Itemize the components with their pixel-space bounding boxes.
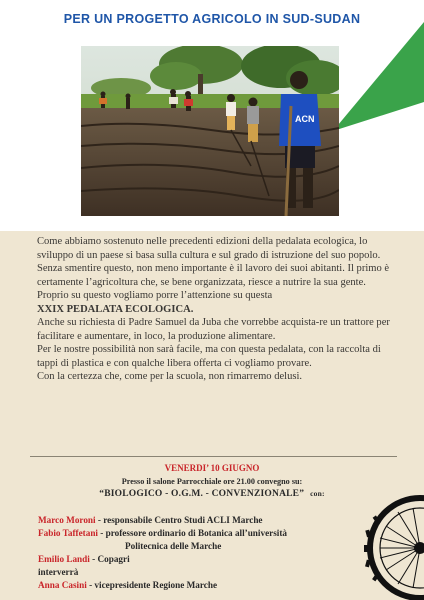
paragraph-1: Come abbiamo sostenuto nelle precedenti edizioni della pedalata ecologica, lo sviluppo di un paese si basa sulla cultura e sul grado di istruzione del suo popolo. Senza smentire questo, non meno importante è il lavoro dei suoi abitanti. Il primo è certamente l’agricoltura che, se bene organizzata, riesce a nutrire la sua gente. Proprio su questo vogliamo porre l’attenzione su questa (37, 236, 390, 301)
top-banner (0, 0, 424, 231)
speaker-item (38, 579, 368, 592)
paragraph-4: Con la certezza che, come per la scuola, non rimarremo delusi. (37, 371, 303, 382)
event-date: VENERDI’ 10 GIUGNO (164, 463, 260, 473)
farmers-photo (81, 46, 339, 216)
paragraph-2: Anche su richiesta di Padre Samuel da Juba che vorrebbe acquista-re un trattore per facilitare e aumentare, in loco, la produzione alimentare. (37, 317, 390, 342)
speaker-role: - Copagri (89, 554, 130, 564)
bicycle-wheel-icon (358, 490, 424, 600)
divider (30, 456, 397, 457)
topic-text: “BIOLOGICO - O.G.M. - CONVENZIONALE” (99, 489, 305, 499)
speaker-item (38, 527, 368, 540)
speakers-list (38, 514, 368, 592)
speaker-name: Fabio Taffetani (38, 528, 98, 538)
speaker-name: Marco Moroni (38, 515, 96, 525)
speaker-name: Emilio Landi (38, 554, 90, 564)
speaker-item (38, 514, 368, 527)
event-name: XXIX PEDALATA ECOLOGICA. (37, 303, 194, 315)
speaker-name: Anna Casini (38, 580, 87, 590)
shirt-text: ACN (295, 114, 315, 124)
speaker-item (38, 553, 368, 566)
page-title: PER UN PROGETTO AGRICOLO IN SUD-SUDAN (63, 12, 361, 26)
topic-suffix: con: (310, 489, 325, 498)
speaker-role-continued: interverrà (38, 567, 79, 577)
paragraph-3: Per le nostre possibilità non sarà facile, ma con questa pedalata, con la raccolta di tappi di plastica e con qualche libera offerta ci vogliamo provare. (37, 344, 381, 369)
speaker-role-continued: Politecnica delle Marche (125, 541, 222, 551)
speaker-role: - responsabile Centro Studi ACLI Marche (95, 515, 263, 525)
article-text (37, 235, 397, 384)
speaker-role: - professore ordinario di Botanica all’università (97, 528, 288, 538)
speaker-role: - vicepresidente Regione Marche (86, 580, 218, 590)
event-location: Presso il salone Parrocchiale ore 21.00 convegno su: (121, 477, 303, 486)
